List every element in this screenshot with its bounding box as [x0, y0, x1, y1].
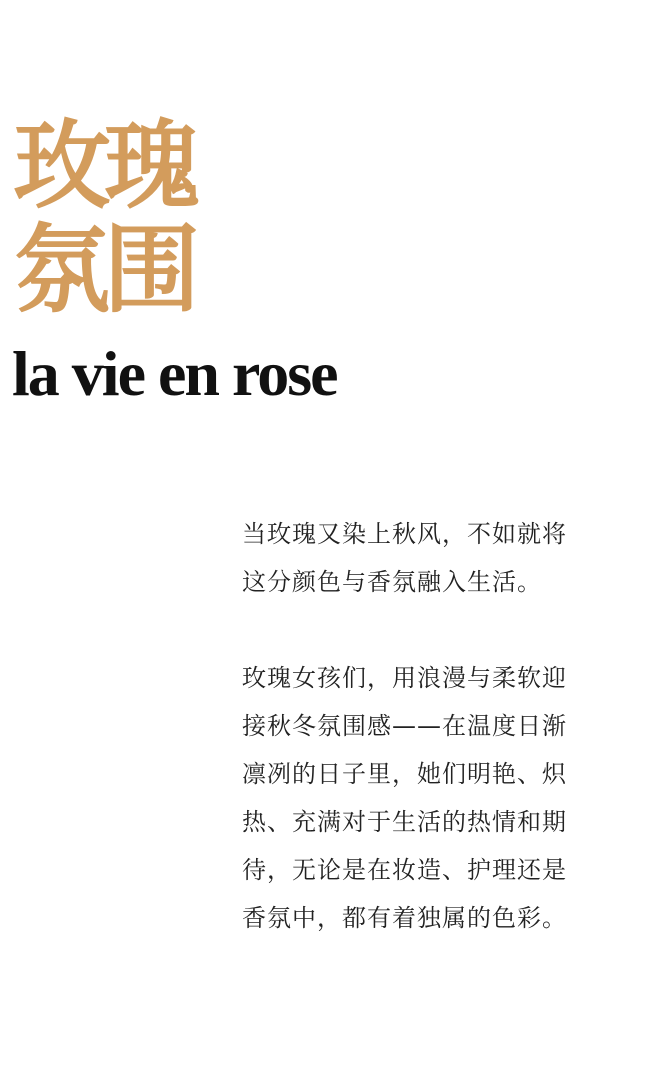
- paragraph-line: 香氛中，都有着独属的色彩。: [242, 904, 567, 932]
- chinese-title-line-1: 玫瑰: [14, 109, 194, 222]
- paragraph-line: 这分颜色与香氛融入生活。: [242, 568, 542, 596]
- english-title: la vie en rose: [12, 338, 337, 409]
- body-text: [242, 510, 634, 942]
- paragraph-2: [242, 654, 634, 942]
- paragraph-1: [242, 510, 634, 606]
- paragraph-line: 待，无论是在妆造、护理还是: [242, 856, 567, 884]
- paragraph-line: 接秋冬氛围感——在温度日渐: [242, 712, 567, 740]
- paragraph-line: 热、充满对于生活的热情和期: [242, 808, 567, 836]
- chinese-title: [14, 109, 254, 326]
- paragraph-line: 当玫瑰又染上秋风，不如就将: [242, 520, 567, 548]
- paragraph-line: 凛冽的日子里，她们明艳、炽: [242, 760, 567, 788]
- chinese-title-line-2: 氛围: [14, 213, 194, 326]
- paragraph-line: 玫瑰女孩们，用浪漫与柔软迎: [242, 664, 567, 692]
